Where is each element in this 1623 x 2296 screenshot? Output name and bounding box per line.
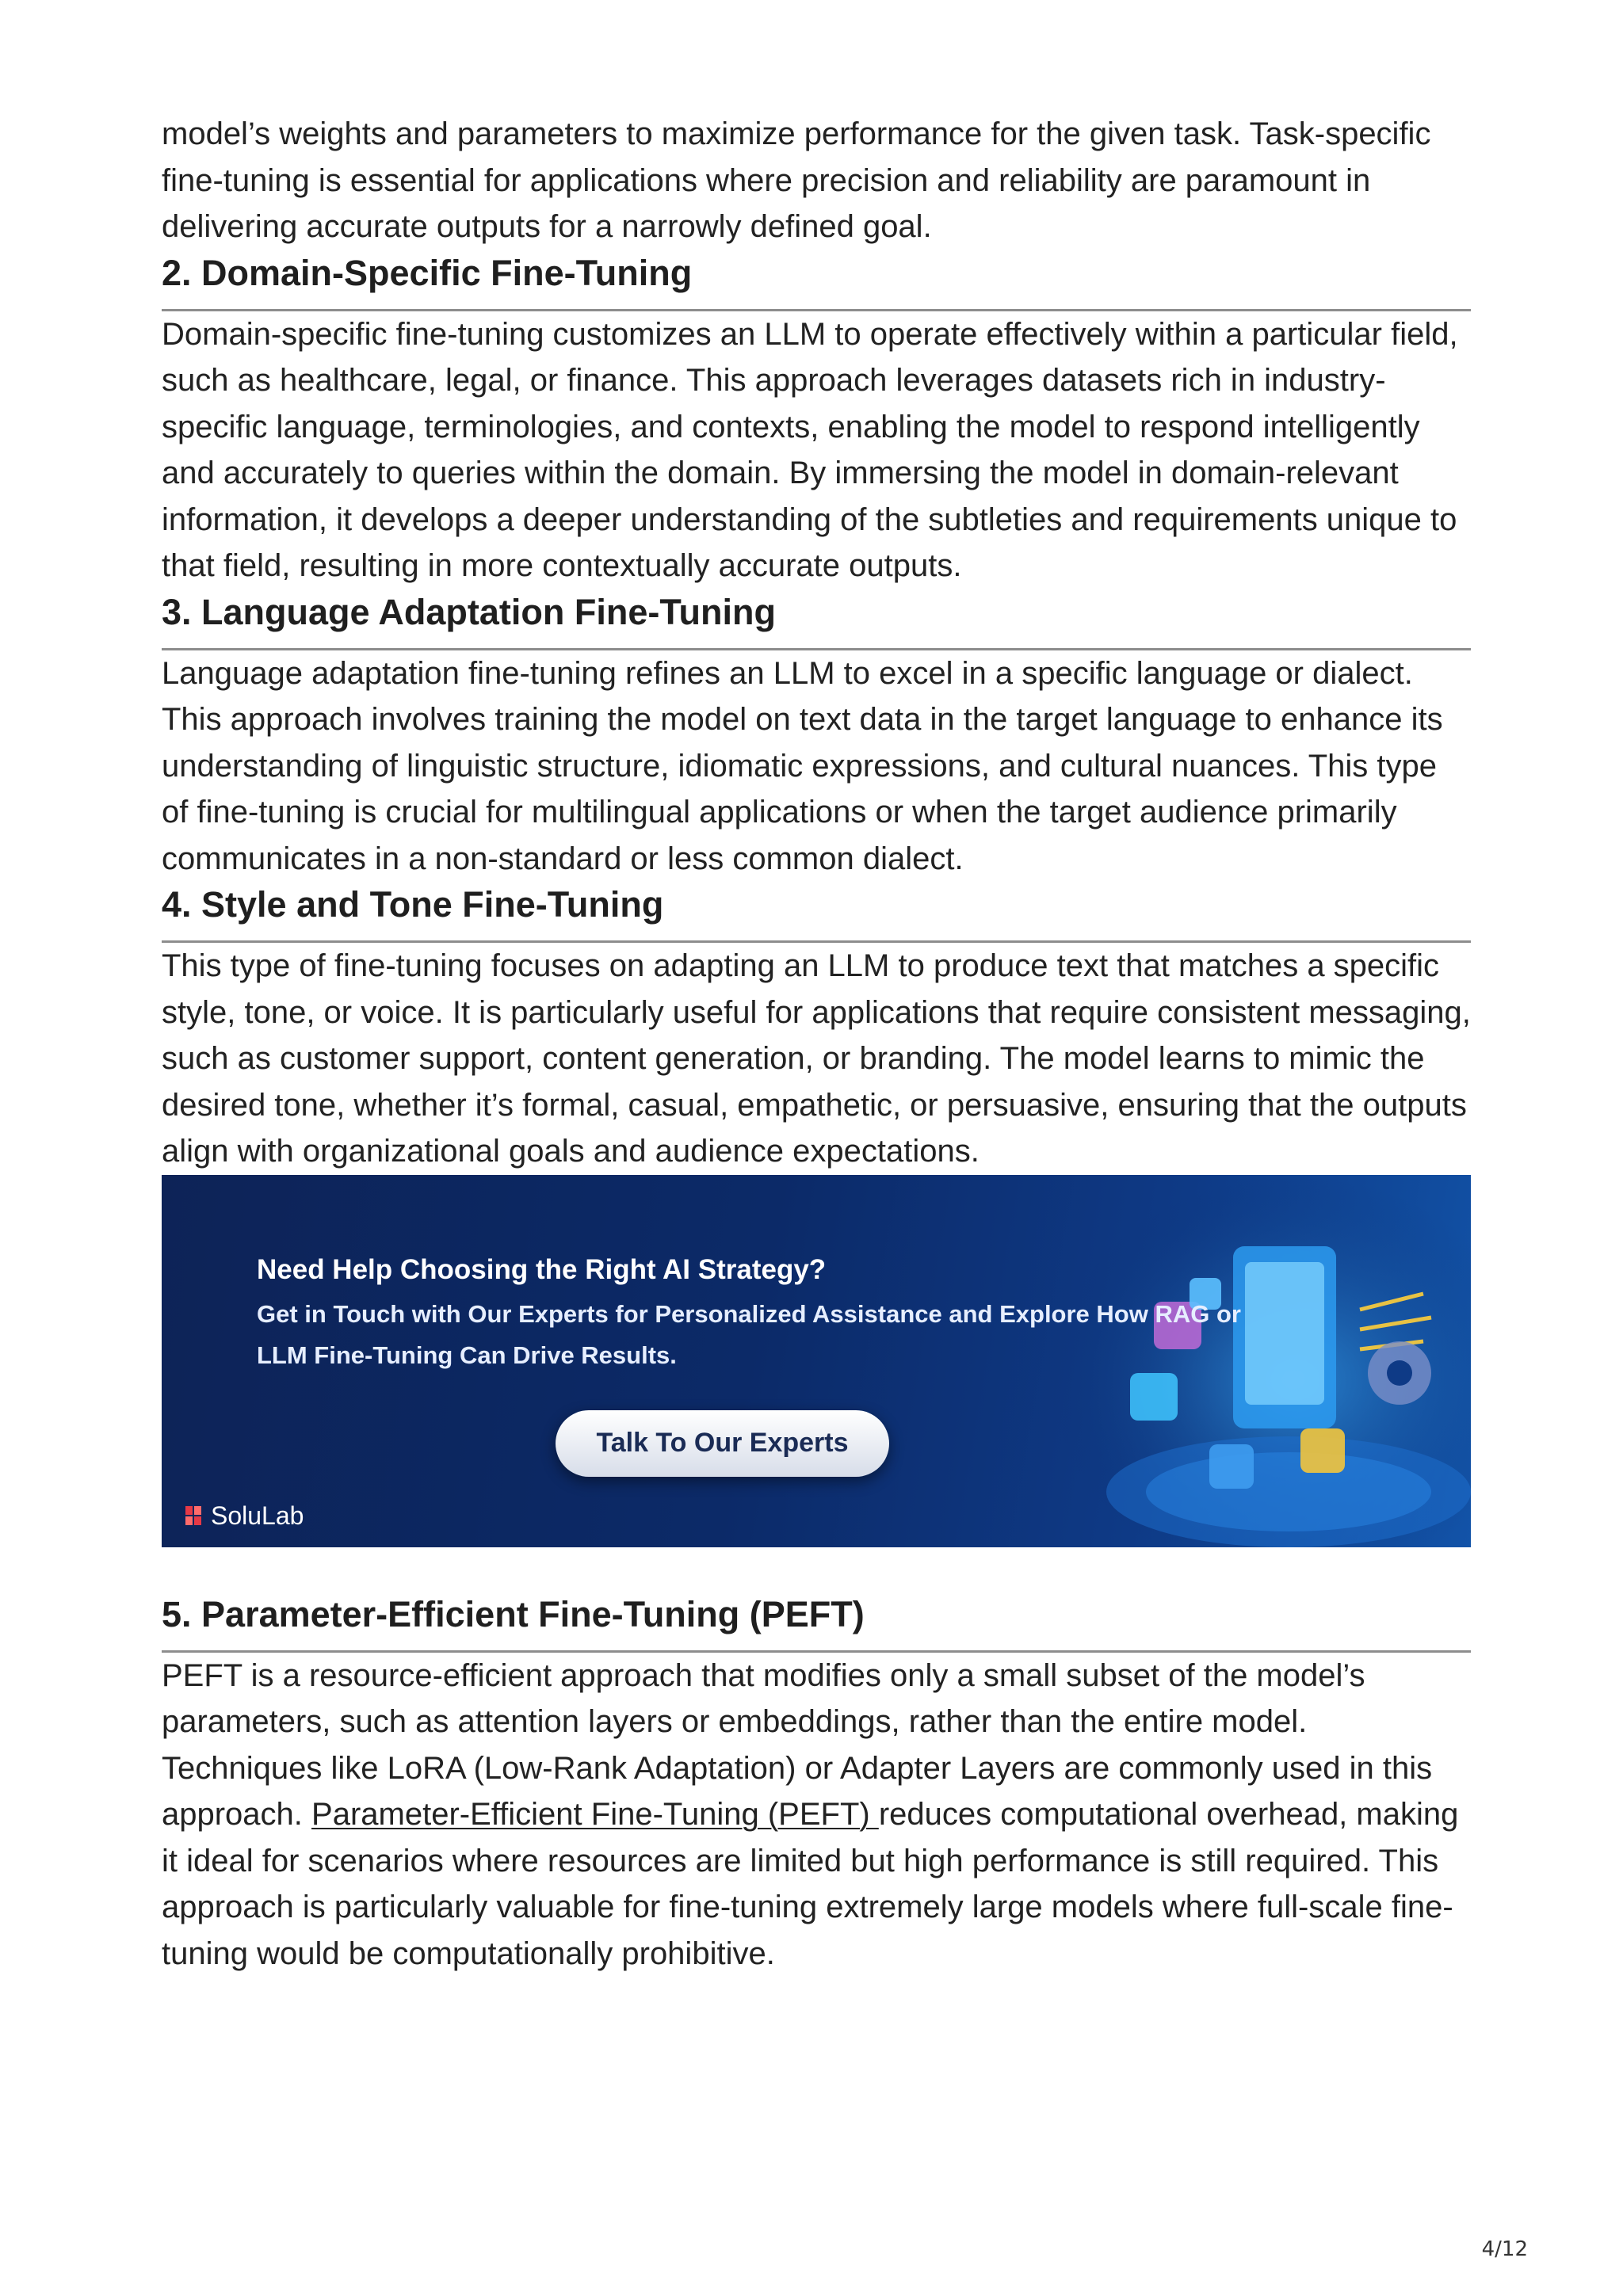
peft-body-before-link: PEFT is a resource-efficient approach that modifies only a small subset of the model’s parameters, such as attention layers or embeddings, rather than the entire model. Techniques like LoRA (Low-Rank Adaptation) or Adapter Layers are commonly used in this approach. — [162, 1657, 1433, 1832]
banner-subtitle: Get in Touch with Our Experts for Personalized Assistance and Explore How RAG or LLM Fine-Tuning Can Drive Results. — [257, 1299, 1241, 1369]
section-heading-domain-specific: 2. Domain-Specific Fine-Tuning — [162, 250, 1471, 311]
banner-title: Need Help Choosing the Right AI Strategy? — [257, 1253, 827, 1285]
section-heading-style-tone: 4. Style and Tone Fine-Tuning — [162, 882, 1471, 943]
peft-link[interactable]: Parameter-Efficient Fine-Tuning (PEFT) — [311, 1797, 879, 1832]
section-body-language-adaptation: Language adaptation fine-tuning refines an LLM to excel in a specific language or dialect. This approach involves training the model on text data in the target language to enhance its understanding of linguistic structure, idiomatic expressions, and cultural nuances. This type of fine-tuning is crucial for multilingual applications or when the target audience primarily communicates in a non-standard or less common dialect. — [162, 655, 1443, 876]
section-body-style-tone: This type of fine-tuning focuses on adapting an LLM to produce text that matches a specific style, tone, or voice. It is particularly useful for applications that require consistent messaging, such as customer support, content generation, or branding. The model learns to mimic the desired tone, whether it’s formal, casual, empathetic, or persuasive, ensuring that the outputs align with organizational goals and audience expectations. — [162, 948, 1471, 1169]
peft-body-after-link: reduces computational overhead, making it ideal for scenarios where resources are limited but high performance is still required. This approach is particularly valuable for fine-tuning extremely large models where full-scale fine-tuning would be computationally prohibitive. — [162, 1797, 1459, 1971]
intro-paragraph: model’s weights and parameters to maximize performance for the given task. Task-specific fine-tuning is essential for applications where precision and reliability are paramount in delivering accurate outputs for a narrowly defined goal. — [162, 116, 1431, 244]
solulab-logo-icon — [185, 1506, 203, 1525]
article-content — [162, 111, 1471, 1977]
section-heading-language-adaptation: 3. Language Adaptation Fine-Tuning — [162, 589, 1471, 650]
section-body-domain-specific: Domain-specific fine-tuning customizes an LLM to operate effectively within a particular field, such as healthcare, legal, or finance. This approach leverages datasets rich in industry-specific language, terminologies, and contexts, enabling the model to respond intelligently and accurately to queries within the domain. By immersing the model in domain-relevant information, it develops a deeper understanding of the subtleties and requirements unique to that field, resulting in more contextually accurate outputs. — [162, 316, 1458, 583]
section-heading-peft: 5. Parameter-Efficient Fine-Tuning (PEFT) — [162, 1592, 1471, 1653]
cta-banner[interactable] — [162, 1175, 1471, 1547]
section-body-peft — [162, 1653, 1471, 1978]
solulab-brand — [185, 1501, 304, 1531]
brand-name: SoluLab — [211, 1501, 304, 1530]
page-number: 4/12 — [1481, 2237, 1528, 2261]
talk-to-experts-button[interactable]: Talk To Our Experts — [556, 1410, 889, 1477]
